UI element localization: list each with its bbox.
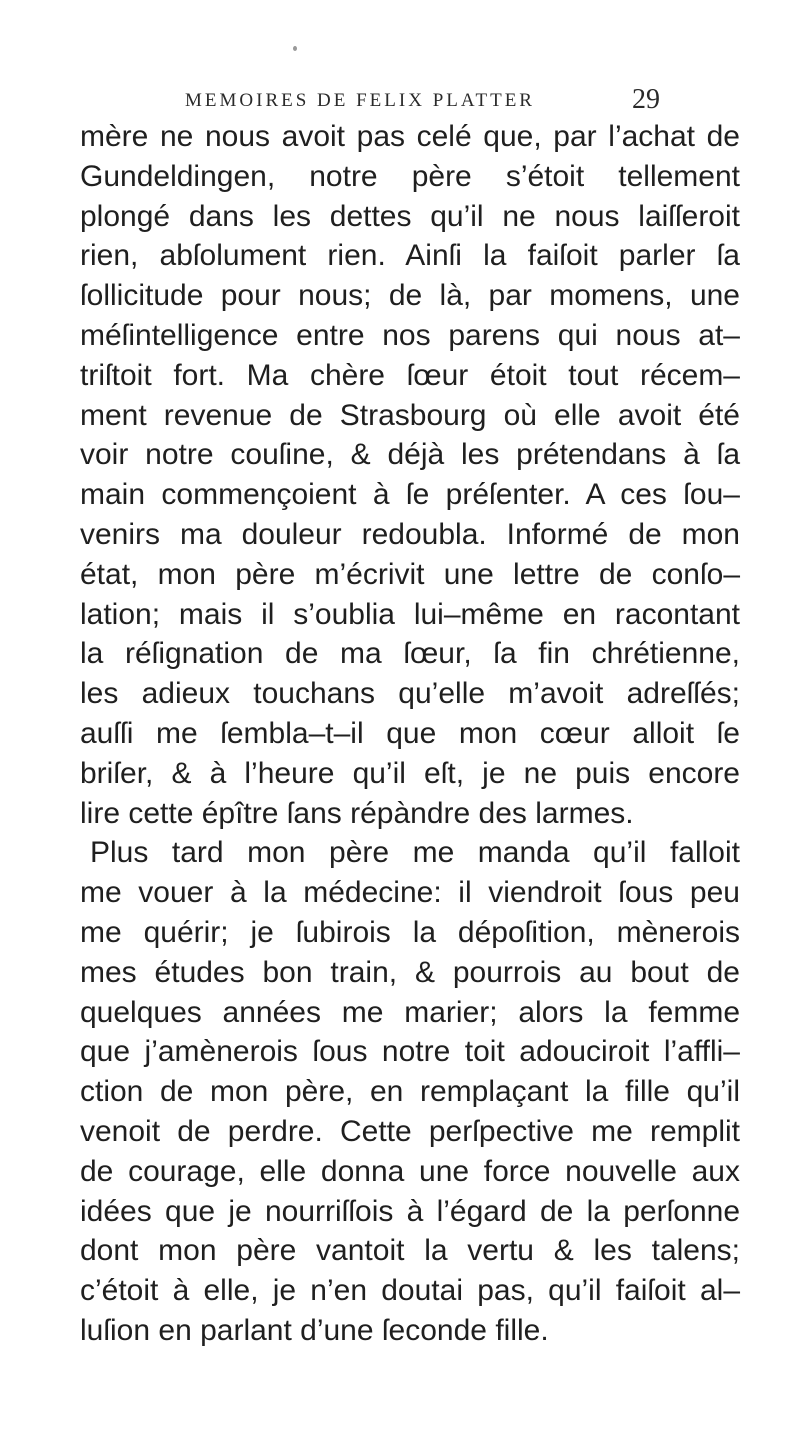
text-line: les adieux touchans qu’elle m’avoit adreſſés; — [80, 677, 740, 711]
body-text — [80, 117, 740, 1351]
text-line: Gundeldingen, notre père s’étoit tellement — [80, 159, 740, 193]
text-line: que j’amènerois ſous notre toit adouciroit l’affli– — [80, 1035, 740, 1069]
text-line: état, mon père m’écrivit une lettre de conſo– — [80, 557, 740, 591]
text-line: mère ne nous avoit pas celé que, par l’achat de — [80, 120, 740, 153]
text-line: ction de mon père, en remplaçant la fille qu’il — [80, 1075, 740, 1109]
text-line: me quérir; je ſubirois la dépoſition, mènerois — [80, 915, 740, 949]
text-line: luſion en parlant d’une ſeconde fille. — [80, 1313, 549, 1347]
text-line: lation; mais il s’oublia lui–même en racontant — [80, 597, 740, 631]
text-line: venoit de perdre. Cette perſpective me remplit — [80, 1114, 740, 1148]
text-line: de courage, elle donna une force nouvelle aux — [80, 1154, 740, 1188]
text-line: briſer, & à l’heure qu’il eſt, je ne puis encore — [80, 756, 740, 790]
text-line: lire cette épître ſans répàndre des larmes. — [80, 796, 634, 830]
text-line: venirs ma douleur redoubla. Informé de mon — [80, 517, 740, 551]
text-line: quelques années me marier; alors la femme — [80, 995, 740, 1029]
paper-speck — [293, 46, 297, 51]
text-line: Plus tard mon père me manda qu’il falloit — [90, 836, 740, 870]
text-line: ſollicitude pour nous; de là, par momens, une — [80, 279, 740, 313]
text-line: méſintelligence entre nos parens qui nous at– — [80, 318, 740, 352]
page-number: 29 — [632, 84, 660, 115]
text-line: me vouer à la médecine: il viendroit ſous peu — [80, 876, 740, 910]
text-line: mes études bon train, & pourrois au bout de — [80, 955, 740, 989]
text-line: idées que je nourriſſois à l’égard de la perſonne — [80, 1194, 740, 1228]
running-title: MEMOIRES DE FELIX PLATTER — [185, 90, 535, 111]
text-line: auſſi me ſembla–t–il que mon cœur alloit ſe — [80, 716, 740, 750]
text-line: plongé dans les dettes qu’il ne nous laiſſeroit — [80, 199, 740, 233]
text-line: main commençoient à ſe préſenter. A ces ſou– — [80, 478, 740, 512]
text-line: triſtoit fort. Ma chère ſœur étoit tout récem– — [80, 358, 740, 392]
text-line: c’étoit à elle, je n’en doutai pas, qu’il faiſoit al– — [80, 1274, 740, 1308]
text-line: rien, abſolument rien. Ainſi la faiſoit parler ſa — [80, 239, 740, 273]
text-line: ment revenue de Strasbourg où elle avoit été — [80, 398, 740, 432]
running-header — [185, 84, 665, 120]
text-line: dont mon père vantoit la vertu & les talens; — [80, 1234, 740, 1268]
text-line: voir notre couſine, & déjà les prétendans à ſa — [80, 438, 740, 472]
text-line: la réſignation de ma ſœur, ſa fin chrétienne, — [80, 637, 740, 671]
